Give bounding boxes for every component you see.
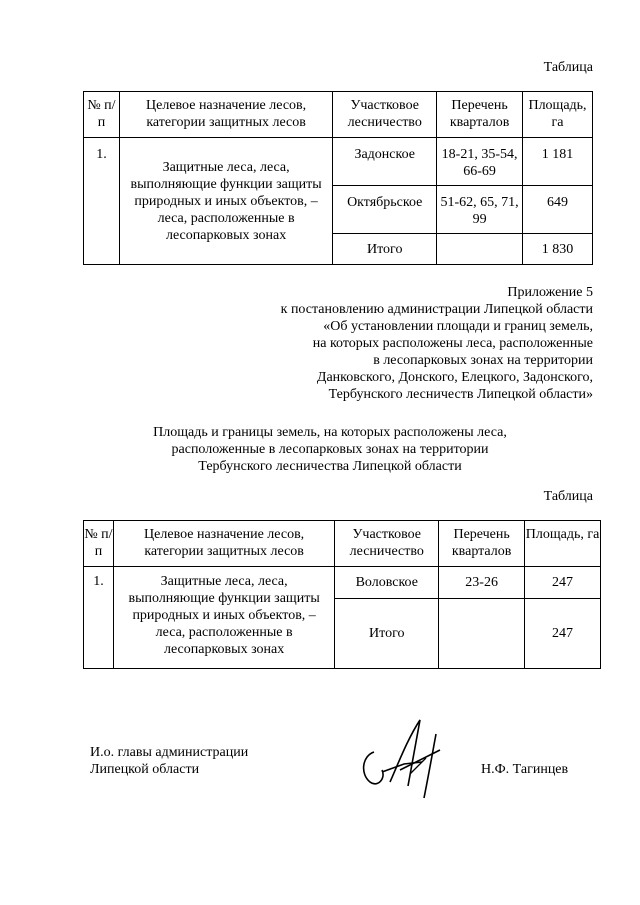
annex-line: к постановлению администрации Липецкой области <box>280 302 593 317</box>
forestry-cell: Октябрьское <box>333 186 437 234</box>
position-line: И.о. главы администрации <box>90 745 249 760</box>
handwritten-signature <box>352 712 462 802</box>
header-area: Площадь, га <box>525 521 601 567</box>
header-purpose: Целевое назначение лесов, категории защитных лесов <box>119 92 332 138</box>
area-cell: 649 <box>523 186 593 234</box>
quarters-cell: 23-26 <box>439 567 525 599</box>
total-area: 247 <box>525 599 601 669</box>
header-quarters: Перечень кварталов <box>437 92 523 138</box>
forestry-cell: Задонское <box>333 138 437 186</box>
total-area: 1 830 <box>523 234 593 265</box>
annex-line: на которых расположены леса, расположенные <box>312 336 593 351</box>
position-line: Липецкой области <box>90 762 200 777</box>
total-label: Итого <box>333 234 437 265</box>
signatory-position <box>90 744 248 778</box>
header-forestry: Участковое лесничество <box>335 521 439 567</box>
total-label: Итого <box>335 599 439 669</box>
table1-caption: Таблица <box>543 60 593 75</box>
header-forestry: Участковое лесничество <box>333 92 437 138</box>
table-header-row <box>84 92 593 138</box>
document-subtitle <box>120 424 540 475</box>
annex-line: Приложение 5 <box>507 285 593 300</box>
quarters-cell: 51-62, 65, 71, 99 <box>437 186 523 234</box>
quarters-cell: 18-21, 35-54, 66-69 <box>437 138 523 186</box>
annex-line: «Об установлении площади и границ земель, <box>323 319 593 334</box>
forest-table-1 <box>83 91 593 265</box>
purpose-cell: Защитные леса, леса, выполняющие функции защиты природных и иных объектов, – леса, расположенные в лесопарковых зонах <box>113 567 334 669</box>
total-quarters-empty <box>437 234 523 265</box>
header-purpose: Целевое назначение лесов, категории защитных лесов <box>113 521 334 567</box>
annex-line: в лесопарковых зонах на территории <box>373 353 593 368</box>
area-cell: 247 <box>525 567 601 599</box>
header-num: № п/п <box>84 92 120 138</box>
table2-caption: Таблица <box>543 489 593 504</box>
header-area: Площадь, га <box>523 92 593 138</box>
annex-line: Тербунского лесничеств Липецкой области» <box>328 387 593 402</box>
total-quarters-empty <box>439 599 525 669</box>
area-cell: 1 181 <box>523 138 593 186</box>
purpose-cell: Защитные леса, леса, выполняющие функции защиты природных и иных объектов, – леса, расположенные в лесопарковых зонах <box>119 138 332 265</box>
subtitle-line: расположенные в лесопарковых зонах на территории <box>171 442 489 457</box>
table-header-row <box>84 521 601 567</box>
forest-table-2 <box>83 520 601 669</box>
signatory-name: Н.Ф. Тагинцев <box>481 762 569 777</box>
subtitle-line: Площадь и границы земель, на которых расположены леса, <box>153 425 507 440</box>
row-number: 1. <box>84 567 114 669</box>
table-row <box>84 138 593 186</box>
subtitle-line: Тербунского лесничества Липецкой области <box>198 459 462 474</box>
annex-heading <box>173 284 593 403</box>
header-num: № п/п <box>84 521 114 567</box>
forestry-cell: Воловское <box>335 567 439 599</box>
row-number: 1. <box>84 138 120 265</box>
table-row <box>84 567 601 599</box>
header-quarters: Перечень кварталов <box>439 521 525 567</box>
annex-line: Данковского, Донского, Елецкого, Задонского, <box>316 370 593 385</box>
